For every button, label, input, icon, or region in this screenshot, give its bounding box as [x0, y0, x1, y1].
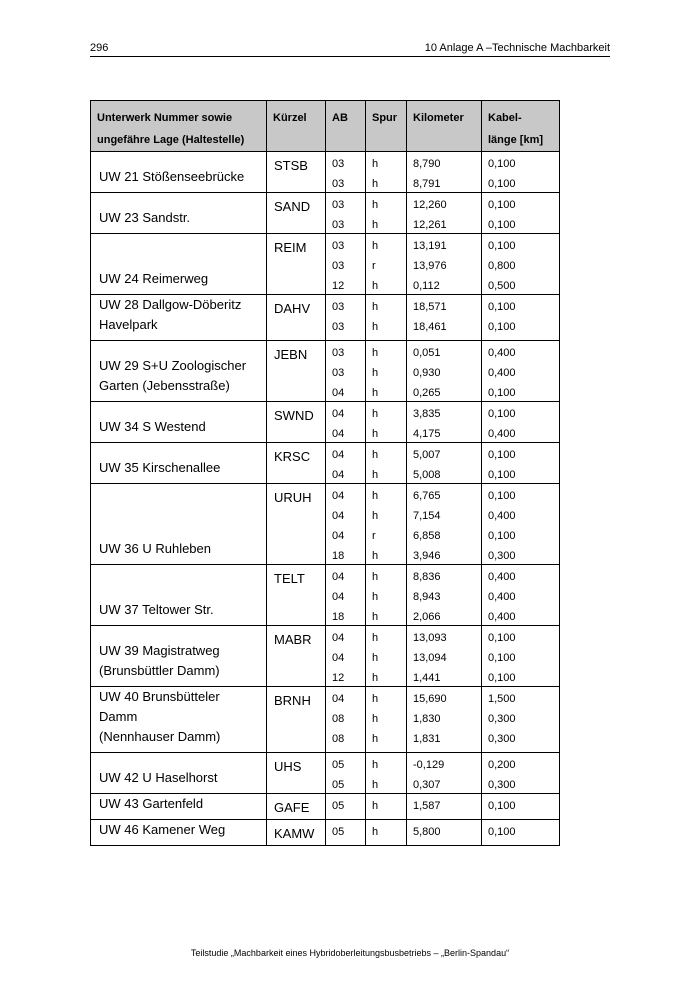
table-row: [91, 402, 560, 443]
spur-value: h: [372, 301, 379, 313]
substation-code-cell: [267, 626, 326, 687]
cable-cell: [482, 565, 560, 626]
cable-value: 0,100: [488, 158, 516, 170]
km-value: 0,307: [413, 779, 441, 791]
spur-cell: [366, 402, 407, 443]
km-value: 0,112: [413, 280, 440, 292]
km-cell: [407, 687, 482, 753]
substation-table: [90, 100, 560, 846]
cable-value: 0,100: [488, 800, 516, 812]
substation-name-cell: [91, 820, 267, 846]
table-row: [91, 193, 560, 234]
substation-code: KRSC: [274, 449, 311, 464]
km-value: 6,765: [413, 490, 441, 502]
km-cell: [407, 565, 482, 626]
spur-value: h: [372, 693, 379, 705]
substation-name: UW 42 U Haselhorst: [99, 770, 218, 785]
substation-name: UW 36 U Ruhleben: [99, 541, 211, 556]
substation-name: [91, 687, 266, 752]
spur-value: h: [372, 713, 379, 725]
km-value: 18,461: [413, 321, 447, 333]
ab-value: 04: [332, 428, 345, 440]
ab-cell: [326, 820, 366, 846]
km-value: 1,587: [413, 800, 441, 812]
cable-value: 0,100: [488, 530, 516, 542]
spur-value: h: [372, 632, 379, 644]
substation-name-cell: [91, 295, 267, 341]
cable-value: 0,100: [488, 632, 516, 644]
cable-cell: [482, 753, 560, 794]
substation-name: UW 24 Reimerweg: [99, 271, 209, 286]
substation-code-cell: [267, 794, 326, 820]
ab-cell: [326, 565, 366, 626]
spur-value: r: [372, 260, 376, 272]
km-value: 8,790: [413, 158, 441, 170]
km-value: 3,835: [413, 408, 441, 420]
km-cell: [407, 402, 482, 443]
spur-cell: [366, 295, 407, 341]
cable-value: 0,300: [488, 779, 516, 791]
ab-cell: [326, 687, 366, 753]
ab-value: 18: [332, 550, 345, 562]
substation-name-cell: [91, 794, 267, 820]
chapter-title: 10 Anlage A –Technische Machbarkeit: [424, 42, 610, 54]
cable-value: 0,400: [488, 571, 516, 583]
cable-value: 0,400: [488, 428, 516, 440]
ab-value: 03: [332, 321, 345, 333]
cable-cell: [482, 152, 560, 193]
substation-name-line: (Brunsbüttler Damm): [99, 663, 220, 678]
substation-code-cell: [267, 234, 326, 295]
ab-cell: [326, 193, 366, 234]
km-value: 6,858: [413, 530, 441, 542]
km-cell: [407, 626, 482, 687]
ab-value: 12: [332, 280, 345, 292]
page-footer: Teilstudie „Machbarkeit eines Hybridoberleitungsbusbetriebs – „Berlin-Spandau“: [190, 948, 510, 958]
substation-name-line: (Nennhauser Damm): [99, 729, 221, 744]
km-value: 1,831: [413, 733, 441, 745]
substation-code: SWND: [274, 408, 314, 423]
spur-value: h: [372, 759, 379, 771]
cable-value: 0,400: [488, 367, 516, 379]
spur-cell: [366, 753, 407, 794]
km-value: 15,690: [413, 693, 447, 705]
table-header-row: [91, 101, 560, 152]
km-value: 8,943: [413, 591, 441, 603]
km-value: 5,008: [413, 469, 441, 481]
ab-cell: [326, 234, 366, 295]
km-value: 0,265: [413, 387, 441, 399]
spur-value: h: [372, 800, 379, 812]
spur-value: h: [372, 733, 379, 745]
cable-value: 0,300: [488, 733, 516, 745]
km-cell: [407, 341, 482, 402]
cable-cell: [482, 402, 560, 443]
substation-name-line: UW 29 S+U Zoologischer: [99, 358, 247, 373]
substation-name-line: Havelpark: [99, 317, 158, 332]
spur-value: h: [372, 387, 379, 399]
cable-value: 0,100: [488, 240, 516, 252]
substation-code: TELT: [274, 571, 305, 586]
header-line: Unterwerk Nummer sowie: [97, 112, 233, 124]
spur-cell: [366, 820, 407, 846]
km-value: 1,830: [413, 713, 441, 725]
cable-cell: [482, 626, 560, 687]
cable-value: 0,100: [488, 321, 516, 333]
km-value: 13,976: [413, 260, 447, 272]
km-cell: [407, 753, 482, 794]
cable-value: 0,100: [488, 826, 516, 838]
km-value: 12,260: [413, 199, 447, 211]
cable-value: 0,100: [488, 301, 516, 313]
ab-value: 04: [332, 693, 345, 705]
substation-name-cell: [91, 341, 267, 402]
header-line: ungefähre Lage (Haltestelle): [97, 134, 245, 146]
ab-value: 04: [332, 449, 345, 461]
spur-value: h: [372, 571, 379, 583]
km-value: 0,930: [413, 367, 441, 379]
km-cell: [407, 443, 482, 484]
substation-code: SAND: [274, 199, 311, 214]
ab-cell: [326, 341, 366, 402]
spur-value: h: [372, 219, 379, 231]
spur-value: h: [372, 367, 379, 379]
substation-name-line: UW 40 Brunsbütteler Damm: [99, 689, 220, 724]
spur-cell: [366, 626, 407, 687]
spur-value: h: [372, 199, 379, 211]
header-line: Kilometer: [413, 112, 464, 124]
substation-name-cell: [91, 753, 267, 794]
spur-value: h: [372, 240, 379, 252]
spur-value: h: [372, 510, 379, 522]
table-row: [91, 753, 560, 794]
column-header-code: [267, 101, 326, 152]
table-row: [91, 484, 560, 565]
substation-name-cell: [91, 565, 267, 626]
substation-code-cell: [267, 443, 326, 484]
spur-cell: [366, 687, 407, 753]
spur-value: h: [372, 449, 379, 461]
substation-name-line: UW 28 Dallgow-Döberitz: [99, 297, 242, 312]
cable-cell: [482, 193, 560, 234]
substation-code-cell: [267, 152, 326, 193]
cable-value: 0,100: [488, 469, 516, 481]
km-value: 8,791: [413, 178, 441, 190]
spur-value: h: [372, 178, 379, 190]
km-cell: [407, 295, 482, 341]
substation-code: REIM: [274, 240, 307, 255]
column-header-km: [407, 101, 482, 152]
column-header-cable: [482, 101, 560, 152]
km-value: 0,051: [413, 347, 441, 359]
substation-name: UW 43 Gartenfeld: [99, 796, 204, 811]
cable-cell: [482, 341, 560, 402]
substation-code: MABR: [274, 632, 312, 647]
spur-value: h: [372, 469, 379, 481]
cable-cell: [482, 794, 560, 820]
ab-value: 03: [332, 301, 345, 313]
spur-cell: [366, 443, 407, 484]
spur-value: h: [372, 672, 379, 684]
ab-value: 04: [332, 469, 345, 481]
substation-name-cell: [91, 626, 267, 687]
spur-cell: [366, 234, 407, 295]
km-cell: [407, 484, 482, 565]
km-cell: [407, 820, 482, 846]
spur-value: h: [372, 652, 379, 664]
cable-value: 0,400: [488, 591, 516, 603]
substation-code: BRNH: [274, 693, 311, 708]
cable-value: 0,300: [488, 550, 516, 562]
km-value: 2,066: [413, 611, 441, 623]
ab-value: 03: [332, 347, 345, 359]
substation-name-line: Garten (Jebensstraße): [99, 378, 230, 393]
km-value: 3,946: [413, 550, 441, 562]
substation-name-cell: [91, 234, 267, 295]
cable-value: 0,500: [488, 280, 516, 292]
substation-name: [91, 641, 266, 686]
spur-cell: [366, 565, 407, 626]
substation-code-cell: [267, 484, 326, 565]
substation-code-cell: [267, 193, 326, 234]
km-cell: [407, 794, 482, 820]
spur-value: h: [372, 280, 379, 292]
cable-value: 0,100: [488, 672, 516, 684]
ab-value: 05: [332, 759, 345, 771]
ab-value: 08: [332, 733, 345, 745]
km-value: 13,093: [413, 632, 447, 644]
substation-code: GAFE: [274, 800, 310, 815]
column-header-name: [91, 101, 267, 152]
ab-value: 03: [332, 367, 345, 379]
ab-value: 04: [332, 571, 345, 583]
header-cable-lines: [482, 101, 559, 151]
spur-value: h: [372, 779, 379, 791]
header-line: länge [km]: [488, 134, 544, 146]
substation-code-cell: [267, 753, 326, 794]
km-value: 18,571: [413, 301, 447, 313]
spur-cell: [366, 484, 407, 565]
km-value: 1,441: [413, 672, 441, 684]
substation-name: UW 21 Stößenseebrücke: [99, 169, 245, 184]
substation-code: JEBN: [274, 347, 308, 362]
page-number: 296: [90, 42, 109, 54]
substation-code-cell: [267, 820, 326, 846]
km-value: 13,094: [413, 652, 447, 664]
header-line: Kürzel: [273, 112, 307, 124]
ab-value: 18: [332, 611, 345, 623]
substation-code-cell: [267, 402, 326, 443]
ab-value: 04: [332, 632, 345, 644]
header-code-lines: [267, 101, 325, 129]
km-value: 8,836: [413, 571, 441, 583]
substation-name-cell: [91, 484, 267, 565]
km-value: 7,154: [413, 510, 441, 522]
spur-value: h: [372, 158, 379, 170]
table-row: [91, 341, 560, 402]
cable-cell: [482, 295, 560, 341]
km-value: 12,261: [413, 219, 447, 231]
substation-name: UW 46 Kamener Weg: [99, 822, 226, 837]
km-value: 4,175: [413, 428, 441, 440]
cable-value: 0,100: [488, 199, 516, 211]
substation-name: [91, 295, 266, 340]
cable-cell: [482, 443, 560, 484]
ab-cell: [326, 753, 366, 794]
km-cell: [407, 193, 482, 234]
spur-cell: [366, 152, 407, 193]
ab-cell: [326, 626, 366, 687]
table-row: [91, 295, 560, 341]
cable-value: 0,100: [488, 387, 516, 399]
ab-value: 04: [332, 387, 345, 399]
ab-cell: [326, 402, 366, 443]
substation-name: [91, 356, 266, 401]
spur-value: h: [372, 550, 379, 562]
substation-code-cell: [267, 565, 326, 626]
km-cell: [407, 234, 482, 295]
ab-value: 08: [332, 713, 345, 725]
table-row: [91, 234, 560, 295]
substation-code-cell: [267, 687, 326, 753]
substation-code: STSB: [274, 158, 308, 173]
ab-cell: [326, 295, 366, 341]
substation-name-cell: [91, 193, 267, 234]
table-row: [91, 794, 560, 820]
ab-value: 04: [332, 490, 345, 502]
substation-code: UHS: [274, 759, 302, 774]
spur-cell: [366, 193, 407, 234]
ab-value: 04: [332, 408, 345, 420]
spur-value: h: [372, 347, 379, 359]
km-value: 5,800: [413, 826, 441, 838]
km-value: 5,007: [413, 449, 441, 461]
header-km-lines: [407, 101, 481, 129]
substation-name: UW 23 Sandstr.: [99, 210, 191, 225]
spur-value: h: [372, 591, 379, 603]
ab-value: 04: [332, 591, 345, 603]
ab-cell: [326, 152, 366, 193]
substation-name-cell: [91, 443, 267, 484]
ab-cell: [326, 484, 366, 565]
header-ab-lines: [326, 101, 365, 129]
ab-value: 03: [332, 219, 345, 231]
substation-code-cell: [267, 295, 326, 341]
ab-value: 04: [332, 510, 345, 522]
cable-value: 1,500: [488, 693, 516, 705]
substation-name-cell: [91, 152, 267, 193]
header-line: Kabel-: [488, 112, 522, 124]
substation-code: DAHV: [274, 301, 311, 316]
cable-value: 0,100: [488, 219, 516, 231]
km-cell: [407, 152, 482, 193]
cable-value: 0,100: [488, 178, 516, 190]
km-value: -0,129: [413, 759, 445, 771]
ab-value: 12: [332, 672, 345, 684]
cable-value: 0,200: [488, 759, 516, 771]
spur-value: h: [372, 826, 379, 838]
column-header-spur: [366, 101, 407, 152]
cable-value: 0,800: [488, 260, 516, 272]
substation-code: KAMW: [274, 826, 315, 841]
cable-value: 0,100: [488, 652, 516, 664]
spur-value: h: [372, 321, 379, 333]
substation-name: UW 35 Kirschenallee: [99, 460, 221, 475]
page-header: [90, 40, 610, 57]
km-value: 13,191: [413, 240, 447, 252]
ab-value: 05: [332, 800, 345, 812]
substation-name: UW 34 S Westend: [99, 419, 206, 434]
table-row: [91, 443, 560, 484]
table-row: [91, 820, 560, 846]
cable-cell: [482, 484, 560, 565]
spur-value: h: [372, 490, 379, 502]
table-row: [91, 626, 560, 687]
ab-value: 04: [332, 530, 345, 542]
table-row: [91, 152, 560, 193]
substation-name: UW 37 Teltower Str.: [99, 602, 214, 617]
substation-name-line: UW 39 Magistratweg: [99, 643, 220, 658]
header-name-lines: [91, 101, 266, 151]
header-line: Spur: [372, 112, 398, 124]
ab-value: 03: [332, 240, 345, 252]
cable-cell: [482, 687, 560, 753]
ab-value: 03: [332, 178, 345, 190]
substation-name-cell: [91, 402, 267, 443]
table-row: [91, 687, 560, 753]
spur-value: h: [372, 611, 379, 623]
spur-value: h: [372, 408, 379, 420]
spur-cell: [366, 794, 407, 820]
spur-value: r: [372, 530, 376, 542]
cable-cell: [482, 820, 560, 846]
cable-cell: [482, 234, 560, 295]
cable-value: 0,100: [488, 490, 516, 502]
cable-value: 0,100: [488, 408, 516, 420]
ab-cell: [326, 443, 366, 484]
substation-code-cell: [267, 341, 326, 402]
ab-cell: [326, 794, 366, 820]
substation-name-cell: [91, 687, 267, 753]
ab-value: 03: [332, 260, 345, 272]
ab-value: 05: [332, 779, 345, 791]
cable-value: 0,400: [488, 611, 516, 623]
spur-value: h: [372, 428, 379, 440]
header-spur-lines: [366, 101, 406, 129]
spur-cell: [366, 341, 407, 402]
ab-value: 05: [332, 826, 345, 838]
cable-value: 0,100: [488, 449, 516, 461]
ab-value: 03: [332, 199, 345, 211]
table-body: [91, 152, 560, 846]
cable-value: 0,300: [488, 713, 516, 725]
substation-code: URUH: [274, 490, 312, 505]
header-line: AB: [332, 112, 348, 124]
ab-value: 03: [332, 158, 345, 170]
cable-value: 0,400: [488, 510, 516, 522]
cable-value: 0,400: [488, 347, 516, 359]
table-row: [91, 565, 560, 626]
ab-value: 04: [332, 652, 345, 664]
column-header-ab: [326, 101, 366, 152]
